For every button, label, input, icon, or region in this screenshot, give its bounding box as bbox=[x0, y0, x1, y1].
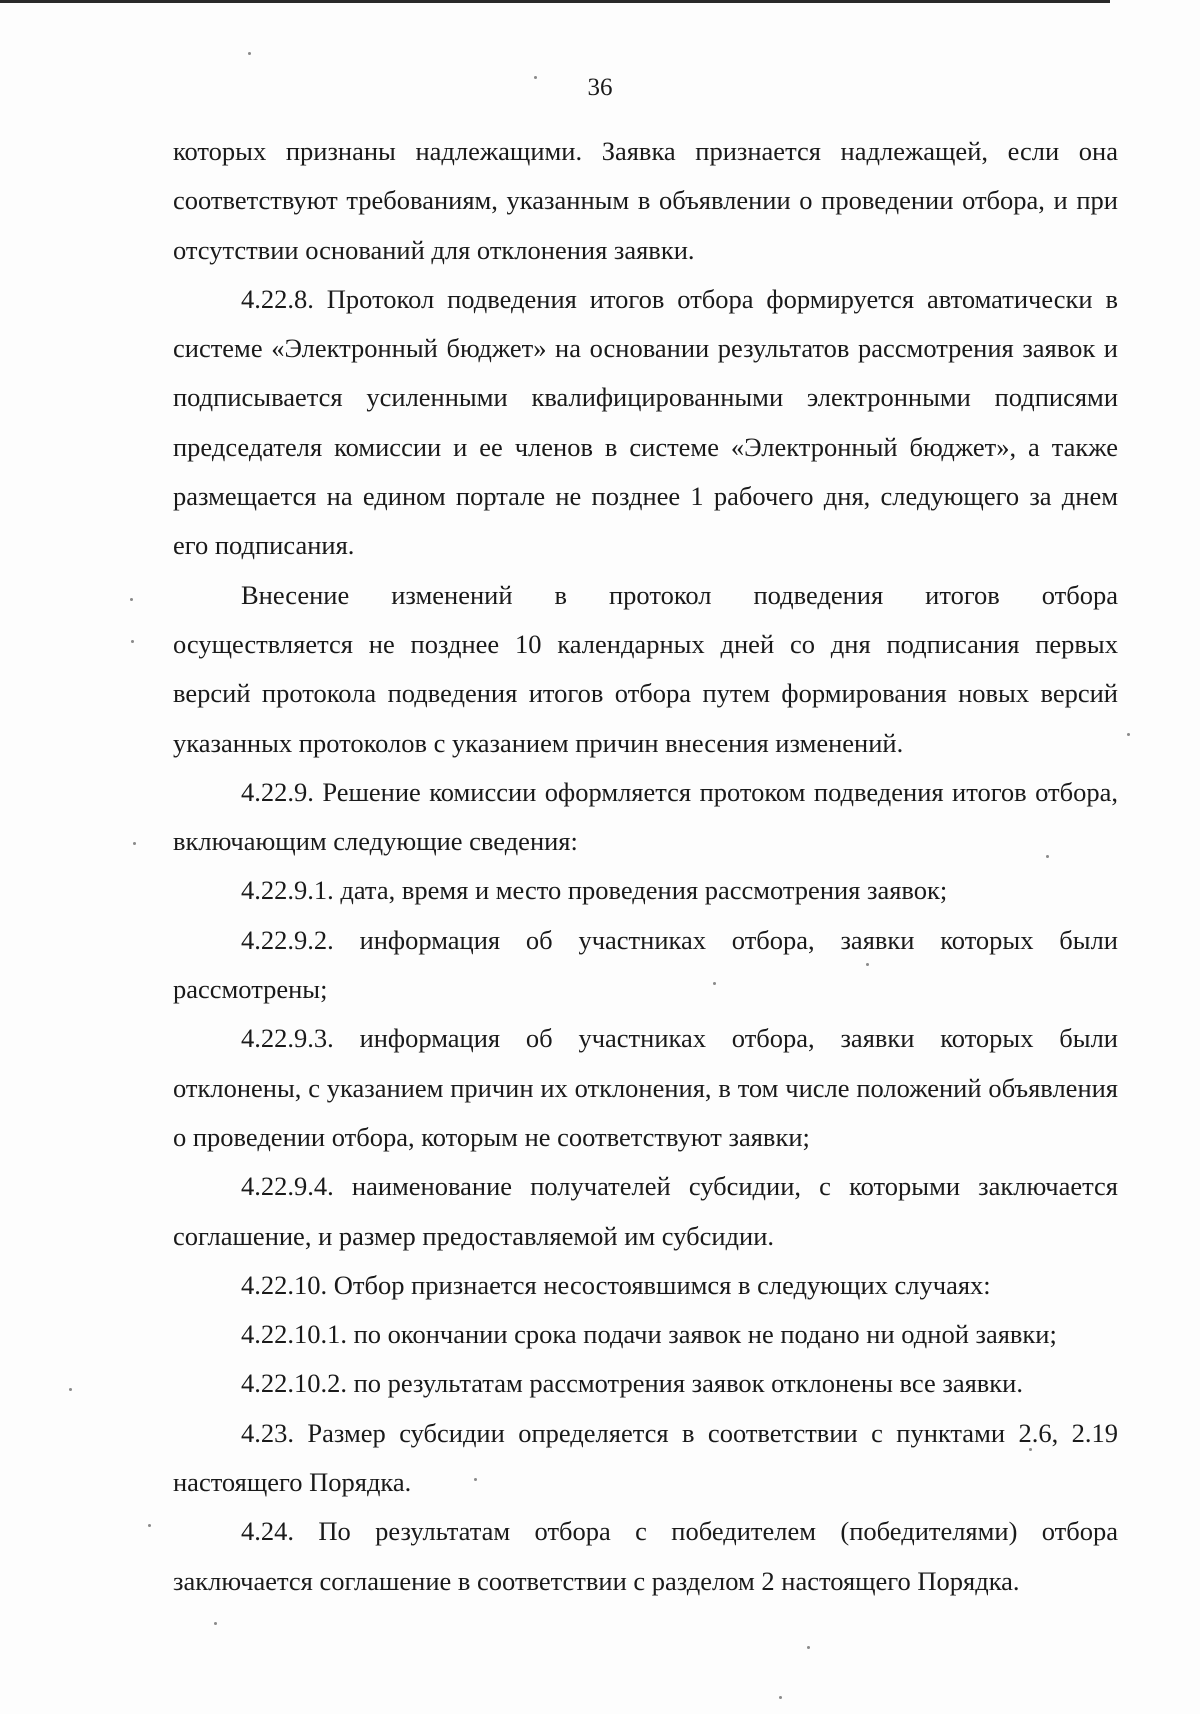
paragraph-4-22-9-1: 4.22.9.1. дата, время и место проведения рассмотрения заявок; bbox=[241, 875, 948, 906]
paragraph-amendments-continuation: осуществляется не позднее 10 календарных дней со дня подписания первых версий протокола подведения итогов отбора путем формирования новых версий указанных протоколов с указанием причин внесения изменений. bbox=[173, 628, 1118, 758]
scan-speck bbox=[214, 1622, 217, 1625]
paragraph-4-22-9-3: 4.22.9.3. информация об участниках отбора, заявки которых были отклонены, с указанием причин их отклонения, в том числе положений объявления о проведении отбора, которым не соответствуют заявки; bbox=[173, 1023, 1118, 1152]
scan-speck bbox=[866, 963, 869, 966]
scan-speck bbox=[131, 640, 134, 643]
document-body bbox=[173, 127, 1118, 1606]
paragraph-4-22-9-4: 4.22.9.4. наименование получателей субсидии, с которыми заключается соглашение, и размер предоставляемой им субсидии. bbox=[173, 1171, 1118, 1251]
page-number: 36 bbox=[587, 74, 613, 101]
scan-speck bbox=[807, 1646, 810, 1649]
scan-speck bbox=[1127, 733, 1130, 736]
paragraph-4-22-10-2: 4.22.10.2. по результатам рассмотрения заявок отклонены все заявки. bbox=[241, 1368, 1023, 1399]
scan-speck bbox=[248, 52, 251, 55]
scan-speck bbox=[1029, 1448, 1032, 1451]
scan-speck bbox=[130, 598, 133, 601]
paragraph-4-22-10-1: 4.22.10.1. по окончании срока подачи заявок не подано ни одной заявки; bbox=[241, 1319, 1057, 1350]
scan-speck bbox=[148, 1524, 151, 1527]
scan-speck bbox=[69, 1388, 72, 1391]
scan-speck bbox=[534, 76, 537, 79]
scan-speck bbox=[133, 842, 136, 845]
scan-speck bbox=[713, 982, 716, 985]
paragraph-4-22-9-2: 4.22.9.2. информация об участниках отбора, заявки которых были рассмотрены; bbox=[173, 924, 1118, 1005]
paragraph-4-22-9: 4.22.9. Решение комиссии оформляется протоком подведения итогов отбора, включающим следующие сведения: bbox=[173, 776, 1118, 857]
scan-speck bbox=[1046, 855, 1049, 858]
paragraph-4-23: 4.23. Размер субсидии определяется в соответствии с пунктами 2.6, 2.19 настоящего Порядка. bbox=[173, 1417, 1118, 1498]
paragraph-4-22-8: 4.22.8. Протокол подведения итогов отбора формируется автоматически в системе «Электронный бюджет» на основании результатов рассмотрения заявок и подписывается усиленными квалифицированными электронными подписями председателя комиссии и ее членов в системе «Электронный бюджет», а также размещается на едином портале не позднее 1 рабочего дня, следующего за днем его подписания. bbox=[173, 283, 1118, 561]
scan-speck bbox=[779, 1696, 782, 1699]
paragraph-continuation: которых признаны надлежащими. Заявка признается надлежащей, если она соответствуют требованиям, указанным в объявлении о проведении отбора, и при отсутствии оснований для отклонения заявки. bbox=[173, 136, 1118, 265]
scan-edge-line bbox=[0, 0, 1110, 3]
scan-speck bbox=[474, 1478, 477, 1481]
paragraph-4-24: 4.24. По результатам отбора с победителем (победителями) отбора заключается соглашение в соответствии с разделом 2 настоящего Порядка. bbox=[173, 1516, 1118, 1596]
paragraph-amendments-start: Внесение изменений в протокол подведения итогов отбора bbox=[241, 579, 1118, 610]
paragraph-4-22-10: 4.22.10. Отбор признается несостоявшимся в следующих случаях: bbox=[241, 1269, 991, 1300]
